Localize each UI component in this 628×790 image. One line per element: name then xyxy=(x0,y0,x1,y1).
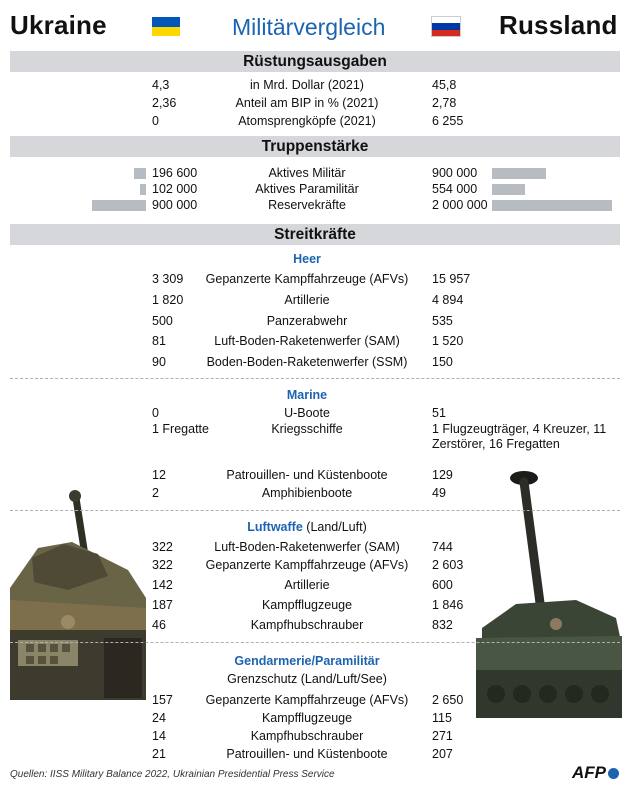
gend-patrol-ua-value: 21 xyxy=(152,747,166,761)
troops-paramilitary-label: Aktives Paramilitär xyxy=(255,182,359,196)
army-sam-ru-value: 1 520 xyxy=(432,334,464,348)
air-sam-label: Luft-Boden-Raketenwerfer (SAM) xyxy=(214,540,400,554)
air-afv-label: Gepanzerte Kampffahrzeuge (AFVs) xyxy=(205,558,409,572)
gend-fighters-ua-value: 24 xyxy=(152,711,166,725)
air-fighters-ua-value: 187 xyxy=(152,598,173,612)
navy-warships-ru-value: 1 Flugzeugträger, 4 Kreuzer, 11 Zerstörer, 16 Fregatten xyxy=(432,422,607,451)
troops-reserve-ru-value: 2 000 000 xyxy=(432,198,488,212)
air-afv-ru-value: 2 603 xyxy=(432,558,464,572)
troops-reserve-ua-value: 900 000 xyxy=(152,198,198,212)
gend-afv-ru-value: 2 650 xyxy=(432,693,464,707)
navy-submarines-ua-value: 0 xyxy=(152,406,159,420)
afp-logo-dot-icon xyxy=(608,768,619,779)
air-sam-ua-value: 322 xyxy=(152,540,173,554)
air-afv-ua-value: 322 xyxy=(152,558,173,572)
gend-fighters-label: Kampfflugzeuge xyxy=(261,711,353,725)
troops-reserve-ru-bar xyxy=(492,200,612,211)
ukraine-flag-stripe-bottom xyxy=(152,27,180,37)
navy-patrol-ua-value: 12 xyxy=(152,468,166,482)
troops-active-ru-value: 900 000 xyxy=(432,166,478,180)
troops-active-label: Aktives Militär xyxy=(268,166,346,180)
gend-helicopters-ru-value: 271 xyxy=(432,729,453,743)
subsection-navy: Marine xyxy=(286,388,328,402)
nukes-ua-value: 0 xyxy=(152,114,159,128)
russian-tank-illustration xyxy=(476,468,622,723)
army-ssm-ua-value: 90 xyxy=(152,355,166,369)
air-fighters-ru-value: 1 846 xyxy=(432,598,464,612)
army-afv-ua-value: 3 309 xyxy=(152,272,184,286)
air-artillery-label: Artillerie xyxy=(284,578,330,592)
army-sam-label: Luft-Boden-Raketenwerfer (SAM) xyxy=(214,334,400,348)
air-artillery-ru-value: 600 xyxy=(432,578,453,592)
subsection-army: Heer xyxy=(293,252,321,266)
gend-helicopters-ua-value: 14 xyxy=(152,729,166,743)
army-antitank-label: Panzerabwehr xyxy=(266,314,348,328)
section-header-troops: Truppenstärke xyxy=(10,136,620,157)
subsection-airforce: Luftwaffe (Land/Luft) xyxy=(247,520,367,534)
troops-paramilitary-ru-value: 554 000 xyxy=(432,182,478,196)
ukraine-flag-icon xyxy=(152,17,180,36)
troops-reserve-label: Reservekräfte xyxy=(268,198,346,212)
army-antitank-ua-value: 500 xyxy=(152,314,173,328)
navy-submarines-label: U-Boote xyxy=(284,406,330,420)
ukraine-heading: Ukraine xyxy=(10,10,107,40)
army-sam-ua-value: 81 xyxy=(152,334,166,348)
navy-amphibious-label: Amphibienboote xyxy=(261,486,353,500)
army-ssm-ru-value: 150 xyxy=(432,355,453,369)
army-artillery-ua-value: 1 820 xyxy=(152,293,184,307)
troops-paramilitary-ua-bar xyxy=(140,184,146,195)
gend-patrol-label: Patrouillen- und Küstenboote xyxy=(226,747,388,761)
army-afv-ru-value: 15 957 xyxy=(432,272,471,286)
ukraine-flag-stripe-top xyxy=(152,17,180,27)
troops-paramilitary-ru-bar xyxy=(492,184,525,195)
spending-ua-value: 4,3 xyxy=(152,78,170,92)
gend-afv-label: Gepanzerte Kampffahrzeuge (AFVs) xyxy=(205,693,409,707)
ukrainian-tank-illustration xyxy=(8,490,146,728)
air-fighters-label: Kampfflugzeuge xyxy=(261,598,353,612)
russia-flag-stripe-bottom xyxy=(432,30,460,36)
divider xyxy=(10,642,620,643)
source-note: Quellen: IISS Military Balance 2022, Ukrainian Presidential Press Service xyxy=(10,769,335,780)
navy-warships-ua-value: 1 Fregatte xyxy=(152,422,209,436)
air-sam-ru-value: 744 xyxy=(432,540,453,554)
navy-warships-label: Kriegsschiffe xyxy=(271,422,343,436)
troops-reserve-ua-bar xyxy=(92,200,146,211)
russia-flag-icon xyxy=(432,17,460,36)
afp-logo: AFP xyxy=(572,763,619,783)
navy-submarines-ru-value: 51 xyxy=(432,406,446,420)
gdp-share-label: Anteil am BIP in % (2021) xyxy=(235,96,379,110)
divider xyxy=(10,510,620,511)
subsection-gendarmerie: Gendarmerie/Paramilitär xyxy=(234,654,380,668)
army-ssm-label: Boden-Boden-Raketenwerfer (SSM) xyxy=(206,355,408,369)
section-header-spending: Rüstungsausgaben xyxy=(10,51,620,72)
gdp-share-ua-value: 2,36 xyxy=(152,96,177,110)
chart-title: Militärvergleich xyxy=(232,14,386,40)
gend-fighters-ru-value: 115 xyxy=(432,711,452,725)
gend-afv-ua-value: 157 xyxy=(152,693,173,707)
divider xyxy=(10,378,620,379)
nukes-ru-value: 6 255 xyxy=(432,114,464,128)
air-helicopters-ru-value: 832 xyxy=(432,618,453,632)
navy-amphibious-ua-value: 2 xyxy=(152,486,159,500)
troops-paramilitary-ua-value: 102 000 xyxy=(152,182,198,196)
navy-patrol-ru-value: 129 xyxy=(432,468,453,482)
army-afv-label: Gepanzerte Kampffahrzeuge (AFVs) xyxy=(205,272,409,286)
nukes-label: Atomsprengköpfe (2021) xyxy=(238,114,376,128)
spending-ru-value: 45,8 xyxy=(432,78,457,92)
air-helicopters-label: Kampfhubschrauber xyxy=(250,618,364,632)
troops-active-ua-value: 196 600 xyxy=(152,166,198,180)
troops-active-ua-bar xyxy=(134,168,146,179)
section-header-forces: Streitkräfte xyxy=(10,224,620,245)
gend-helicopters-label: Kampfhubschrauber xyxy=(250,729,364,743)
gend-patrol-ru-value: 207 xyxy=(432,747,453,761)
navy-amphibious-ru-value: 49 xyxy=(432,486,446,500)
army-artillery-ru-value: 4 894 xyxy=(432,293,464,307)
russia-heading: Russland xyxy=(499,10,618,40)
army-artillery-label: Artillerie xyxy=(284,293,330,307)
navy-patrol-label: Patrouillen- und Küstenboote xyxy=(226,468,388,482)
troops-active-ru-bar xyxy=(492,168,546,179)
gendarmerie-subtitle: Grenzschutz (Land/Luft/See) xyxy=(227,672,387,686)
air-artillery-ua-value: 142 xyxy=(152,578,173,592)
air-helicopters-ua-value: 46 xyxy=(152,618,166,632)
army-antitank-ru-value: 535 xyxy=(432,314,453,328)
gdp-share-ru-value: 2,78 xyxy=(432,96,457,110)
spending-label: in Mrd. Dollar (2021) xyxy=(250,78,364,92)
